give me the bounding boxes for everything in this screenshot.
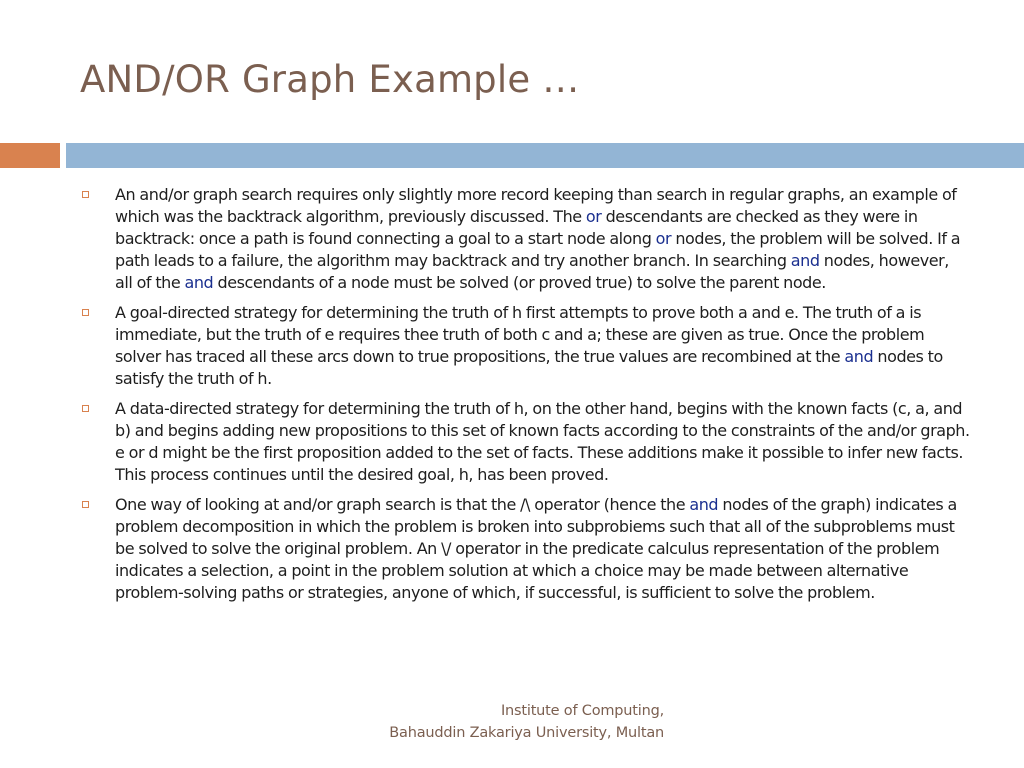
- square-bullet-icon: [82, 191, 89, 198]
- bullet-item: [80, 494, 970, 604]
- keyword-text: and: [790, 251, 820, 270]
- bullet-item: [80, 184, 970, 294]
- header-divider-bar: [66, 143, 1024, 168]
- keyword-text: or: [585, 207, 602, 226]
- bullet-text: One way of looking at and/or graph search is that the /\ operator (hence the: [115, 495, 690, 514]
- bullet-text: An and/or graph search requires only slightly more record keeping than search in regular graphs, an example of which was the backtrack algorithm, previously discussed. The: [115, 185, 957, 226]
- footer: [389, 700, 664, 744]
- bullet-item: [80, 398, 970, 486]
- bullet-text: nodes, the problem will be solved. If a path leads to a failure, the algorithm may backtrack and try another branch. In searching: [115, 229, 961, 270]
- accent-bar: [0, 143, 60, 168]
- bullet-text: nodes to satisfy the truth of h.: [115, 347, 943, 388]
- square-bullet-icon: [82, 405, 89, 412]
- bullet-text: A goal-directed strategy for determining the truth of h first attempts to prove both a and e. The truth of a is immediate, but the truth of e requires thee truth of both c and a; these are given as true. Once the problem solver has traced all these arcs down to true propositions, the true values are recombined at the: [115, 303, 925, 366]
- bullet-text: descendants are checked as they were in backtrack: once a path is found connecting a goal to a start node along: [115, 207, 918, 248]
- slide-title: AND/OR Graph Example …: [80, 58, 580, 101]
- square-bullet-icon: [82, 501, 89, 508]
- keyword-text: and: [184, 273, 214, 292]
- square-bullet-icon: [82, 309, 89, 316]
- bullet-list: [80, 184, 970, 612]
- bullet-text: A data-directed strategy for determining the truth of h, on the other hand, begins with the known facts (c, a, and b) and begins adding new propositions to this set of known facts according to the constraints of the and/or graph. e or d might be the first proposition added to the set of facts. These additions make it possible to infer new facts. This process continues until the desired goal, h, has been proved.: [115, 399, 970, 484]
- keyword-text: and: [689, 495, 719, 514]
- footer-institute: Institute of Computing,: [500, 703, 664, 719]
- bullet-item: [80, 302, 970, 390]
- bullet-text: nodes of the graph) indicates a problem decomposition in which the problem is broken into subprobiems such that all of the subproblems must be solved to solve the original problem. An \/ operator in the predicate calculus representation of the problem indicates a selection, a point in the problem solution at which a choice may be made between alternative problem-solving paths or strategies, anyone of which, if successful, is sufficient to solve the problem.: [115, 495, 957, 602]
- keyword-text: and: [844, 347, 874, 366]
- bullet-text: descendants of a node must be solved (or proved true) to solve the parent node.: [213, 273, 826, 292]
- bullet-text: nodes, however, all of the: [115, 251, 949, 292]
- footer-university: Bahauddin Zakariya University, Multan: [389, 725, 664, 741]
- keyword-text: or: [655, 229, 672, 248]
